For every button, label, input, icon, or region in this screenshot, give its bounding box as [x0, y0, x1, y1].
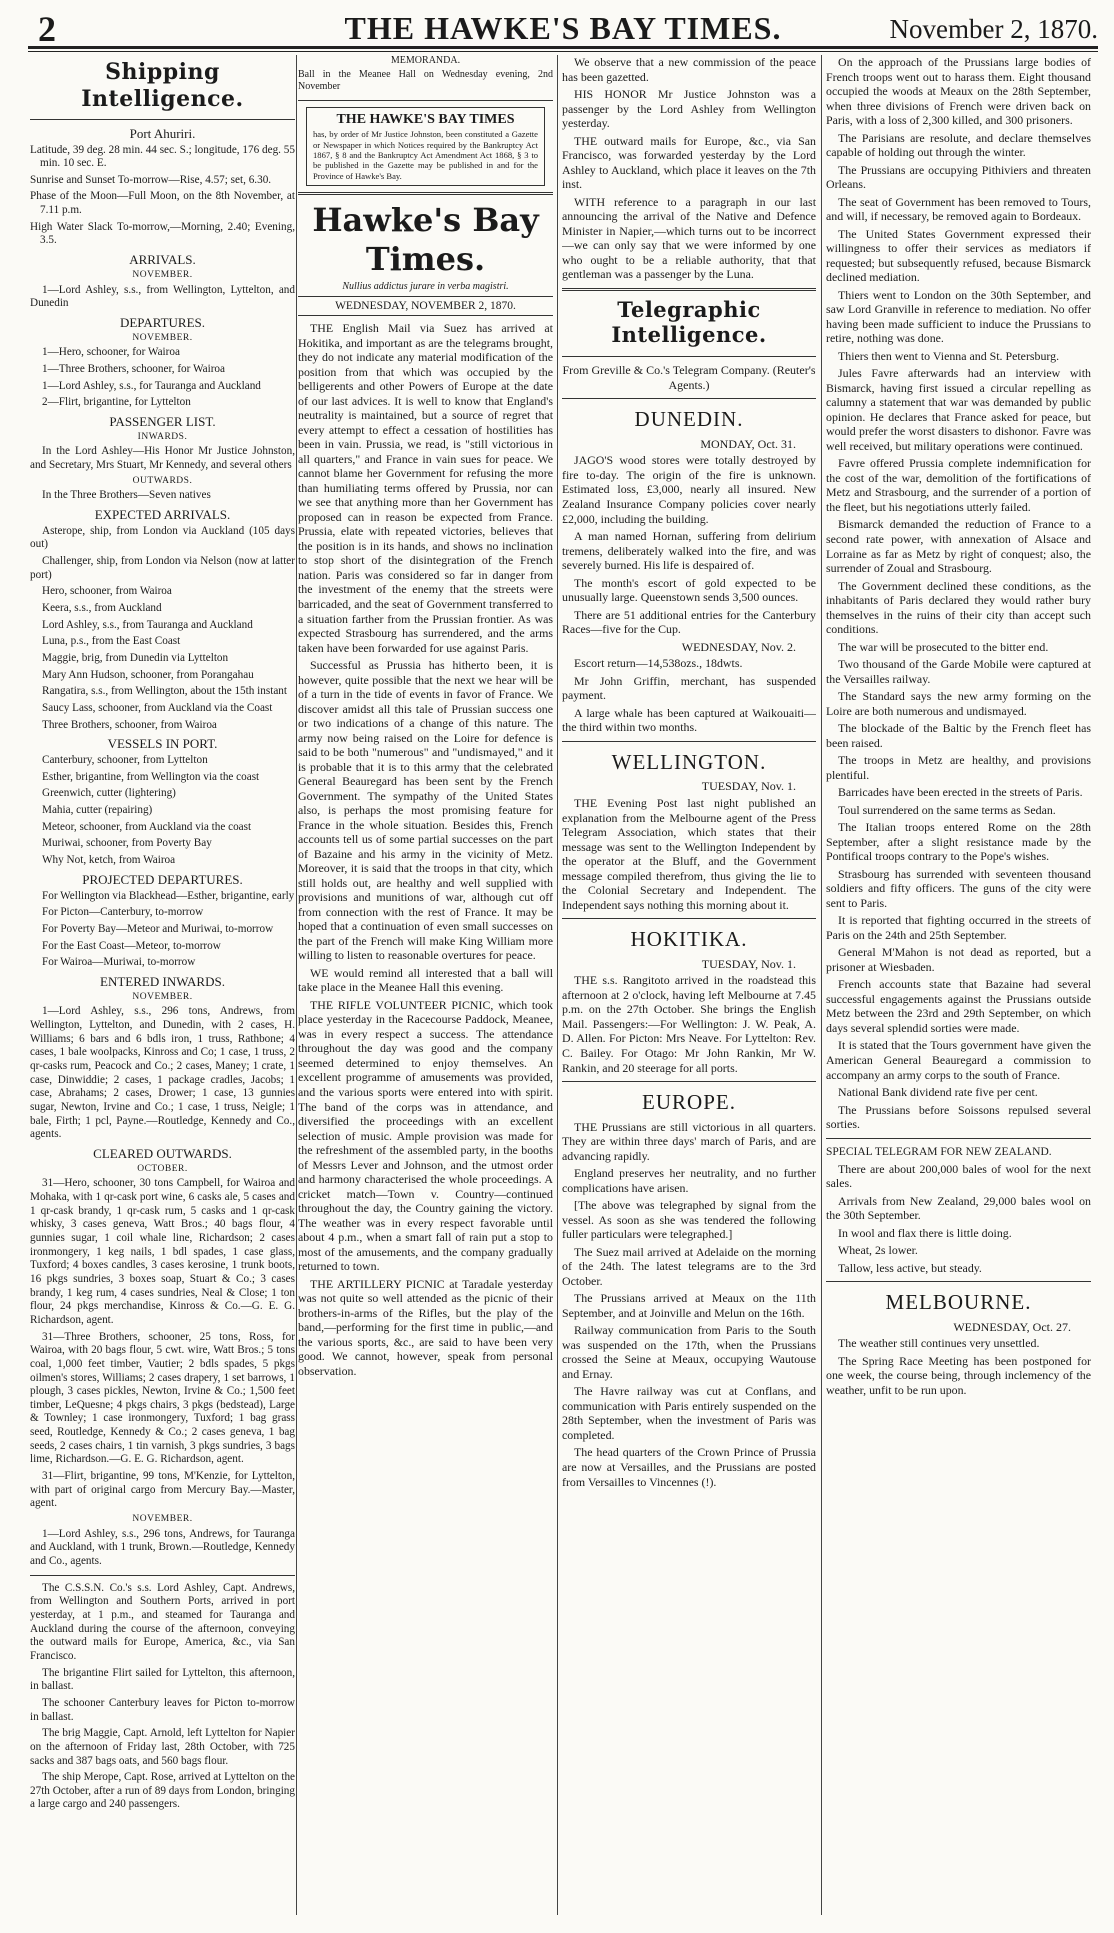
dateline: WEDNESDAY, NOVEMBER 2, 1870. — [298, 296, 553, 316]
news-item: A large whale has been captured at Waikouaiti—the third within two months. — [562, 705, 816, 735]
dateline: WEDNESDAY, Oct. 27. — [953, 1319, 1071, 1334]
news-item: [The above was telegraphed by signal from the vessel. As soon as she was tendered the following fuller particulars were telegraphed.] — [562, 1198, 816, 1242]
news-item: THE Evening Post last night published an explanation from the Melbourne agent of the Press Telegram Association, which states that their message was sent to the Wellington Independent by the operator at the Bluff, and the Government message compiled therefrom, thus giving the lie to the Colonial Secretary and Independent. The Independent says nothing this morning about it. — [562, 796, 816, 912]
vessels-heading: VESSELS IN PORT. — [107, 736, 218, 752]
list-item: For Wairoa—Muriwai, to-morrow — [42, 956, 196, 969]
list-item: Asterope, ship, from London via Auckland (105 days out) — [30, 524, 295, 551]
list-item: Mary Ann Hudson, schooner, from Porangahau — [42, 668, 254, 681]
news-item: The Prussians before Soissons repulsed several sorties. — [826, 1102, 1091, 1132]
news-item: Two thousand of the Garde Mobile were captured at the Versailles railway. — [826, 657, 1091, 686]
list-item: Muriwai, schooner, from Poverty Bay — [42, 837, 212, 850]
news-item: Strasbourg has surrended with seventeen thousand soldiers and fifty officers. The guns of the city were sent to Paris. — [826, 866, 1091, 910]
divider — [562, 918, 816, 919]
news-item: It is stated that the Tours government have given the American General Beauregard a commission to accompany an army corps to the south of France. — [826, 1038, 1091, 1082]
news-item: Thiers then went to Vienna and St. Petersburg. — [838, 348, 1060, 363]
news-item: The month's escort of gold expected to be unusually large. Queenstown sends 3,500 ounces. — [562, 575, 816, 605]
news-item: The Havre railway was cut at Conflans, and communication with Paris entirely suspended on the 28th September, when the investment of Paris was completed. — [562, 1384, 816, 1442]
arrivals-heading: ARRIVALS. — [129, 252, 196, 268]
news-item: The head quarters of the Crown Prince of Prussia are now at Versailles, and the Prussians are posted from Versailles to Vincennes (!). — [562, 1445, 816, 1489]
news-item: There are 51 additional entries for the Canterbury Races—five for the Cup. — [562, 607, 816, 637]
projected-heading: PROJECTED DEPARTURES. — [82, 871, 243, 887]
dateline: TUESDAY, Nov. 1. — [701, 956, 796, 971]
news-item: THE s.s. Rangitoto arrived in the roadstead this afternoon at 2 o'clock, having left Melbourne at 7.45 p.m. on the 27th October. She brings the English Mail. Passengers:—For Wellington: J. W. Peak, A. D. Allen. For Picton: Mrs Neave. For Lyttelton: Rev. C. Bailey. For Otago: Mr John Rankin, Mr W. Rankin, and 20 steerage for all ports. — [562, 973, 816, 1075]
gazette-notice — [306, 107, 545, 186]
news-item: Arrivals from New Zealand, 29,000 bales wool on the 30th September. — [826, 1193, 1091, 1223]
column-divider — [557, 55, 558, 1915]
cargo-entry: 1—Lord Ashley, s.s., 296 tons, Andrews, from Wellington, Lyttelton, and Dunedin, with 2 cases, H. Williams; 6 bars and 6 bdls iron, 1 truss, Rathbone; 4 cases, 1 bale woolpacks, Kinross and Co; 1 case, 1 truss, 2 qr-casks rum, Peacock and Co.; 2 cases, Maney; 1 crate, 1 case, Dinwiddie; 2 cases, 1 package cradles, Jacobs; 1 case, Abrahams; 2 cases, Drower; 1 case, 13 gunnies sugar, Newton, Irvine and Co.; 1 case, 1 truss, Neigle; 1 bale, Firth; 1 pcl, Payne.—Routledge, Kennedy and Co., agents. — [30, 1005, 295, 1141]
local-note: WE would remind all interested that a ball will take place in the Meanee Hall this evening. — [298, 965, 553, 995]
month-label: OCTOBER. — [137, 1163, 188, 1174]
list-item: 1—Three Brothers, schooner, for Wairoa — [42, 362, 225, 375]
nameplate: Hawke's Bay Times. — [312, 200, 539, 278]
divider — [562, 1081, 816, 1082]
list-item: Hero, schooner, from Wairoa — [42, 585, 172, 598]
list-item: Lord Ashley, s.s., from Tauranga and Auckland — [42, 618, 253, 631]
wellington-heading: WELLINGTON. — [611, 749, 767, 774]
news-item: The Suez mail arrived at Adelaide on the morning of the 24th. The latest telegrams are to the 3rd October. — [562, 1244, 816, 1288]
news-item: THE Prussians are still victorious in all quarters. They are within three days' march of Paris, and are advancing rapidly. — [562, 1119, 816, 1163]
europe-heading: EUROPE. — [642, 1090, 736, 1115]
news-item: Mr John Griffin, merchant, has suspended payment. — [562, 673, 816, 703]
expected-heading: EXPECTED ARRIVALS. — [94, 506, 231, 522]
news-item: It is reported that fighting occurred in the streets of Paris on the 24th and 25th September. — [826, 913, 1091, 942]
newspaper-title: THE HAWKE'S BAY TIMES. — [344, 10, 782, 46]
list-item: 2—Flirt, brigantine, for Lyttelton — [42, 396, 191, 409]
list-item: Greenwich, cutter (lightering) — [42, 787, 176, 800]
port-heading: Port Ahuriri. — [129, 125, 196, 141]
dateline: MONDAY, Oct. 31. — [700, 436, 796, 451]
page-number: 2 — [38, 9, 56, 49]
list-item: Three Brothers, schooner, from Wairoa — [42, 718, 217, 731]
news-item: National Bank dividend rate five per cent. — [838, 1085, 1038, 1100]
local-note: WITH reference to a paragraph in our last announcing the arrival of the Native and Defence Minister in Napier,—which turns out to be incorrect—we can only say that we were informed by one who ought to be a reliable authority, that that gentleman was a passenger by the Luna. — [562, 194, 816, 282]
divider — [298, 192, 553, 195]
list-item: Mahia, cutter (repairing) — [42, 804, 153, 817]
telegram-source: From Greville & Co.'s Telegram Company. (Reuter's Agents.) — [562, 362, 816, 392]
list-item: Canterbury, schooner, from Lyttelton — [42, 754, 208, 767]
news-item: The weather still continues very unsettled. — [838, 1336, 1040, 1351]
cargo-entry: 31—Hero, schooner, 30 tons Campbell, for Wairoa and Mohaka, with 1 qr-cask port wine, 6 casks ale, 5 cases and 1 qr-cask brandy, 1 qr-cask rum, 5 casks and 1 qr-cask whisky, 3 cases geneva, Watt Bros.; 40 bags flour, 4 gunnies sugar, 1 coil whale line, Richardson; 2 cases ironmongery, 1 keg nails, 1 bdl spades, 1 case glass, Tuxford; 4 boxes candles, 3 cases kerosine, 1 trunk boots, 16 pkgs sundries, 3 boxes soap, Stuart & Co.; 3 cases brandy, 1 keg rum, 4 cases sundries, Neal & Close; 1 ton flour, 24 pkgs merchandise, Kinross & Co.—G. E. G. Richardson, agent. — [30, 1177, 295, 1326]
notice-heading: THE HAWKE'S BAY TIMES — [336, 111, 515, 127]
local-note: THE RIFLE VOLUNTEER PICNIC, which took place yesterday in the Racecourse Paddock, Meanee, was in every respect a success. The attendance throughout the day was good and the company seemed determined to enjoy themselves. An excellent programme of amusements was provided, and the various sports were entered into with spirit. The band of the corps was in attendance, and diversified the proceedings with an excellent selection of music. Ample provision was made for the refreshment of the assembled party, in the booths of Messrs Lever and Johnson, and the utmost order and harmony characterised the whole proceedings. A cricket match—Town v. Country—continued throughout the day, the Country gaining the victory. The weather was in every respect favorable until about 4 p.m., when a smart fall of rain put a stop to most of the amusements, and the company gradually returned to town. — [298, 997, 553, 1274]
list-item: Maggie, brig, from Dunedin via Lyttelton — [42, 652, 229, 665]
news-item: Jules Favre afterwards had an interview with Bismarck, having first issued a circular repelling as calumny a statement that war was demanded by public opinion. He declares that France asked for peace, but would prefer the worst disasters to dishonor. Favre was well received, but military operations were continued. — [826, 366, 1091, 453]
outwards-label: OUTWARDS. — [132, 475, 193, 486]
inwards-label: INWARDS. — [137, 431, 188, 442]
local-note: THE ARTILLERY PICNIC at Taradale yesterday was not quite so well attended as the picnic of their brothers-in-arms of the Rifles, but the play of the band,—performing for the first time in public,—and the various sports, &c., are said to have been very good. We cannot, however, speak from personal observation. — [298, 1276, 553, 1378]
editorial-paragraph: THE English Mail via Suez has arrived at Hokitika, and important as are the telegrams brought, they do not indicate any material modification of the position from that which was occupied by the belligerents and other Powers of Europe at the date of our last advices. It is well to know that England's neutrality is maintained, but a source of regret that every attempt to effect a cessation of hostilities has been in vain. Prussia, we read, is "still victorious in all quarters," and France in vain sues for peace. We cannot blame her Government for refusing the more than humiliating terms offered by Prussia, nor can we see that anything more than her Government has proposed can in reason be expected from France. Prussia, elate with repeated victories, believes that the position is in its hands, and shows no inclination to stop short of the disintegration of the French nation. Paris was considered so far in danger from the investment of the enemy that the streets were barricaded, and the seat of Government transferred to a situation farther from the Prussian frontier. As was expected Strasbourg has surrendered, and the arms taken have been forwarded for use against Paris. — [298, 321, 553, 655]
list-item: Rangatira, s.s., from Wellington, about the 15th instant — [42, 685, 287, 698]
news-item: The United States Government expressed their willingness to offer their services as mediators if requested; but subsequently refused, because Bismarck declined mediation. — [826, 226, 1091, 285]
news-item: Escort return—14,538ozs., 18dwts. — [574, 656, 743, 671]
news-item: The Prussians arrived at Meaux on the 11th September, and at Joinville and Melun on the 16th. — [562, 1291, 816, 1320]
list-item: 1—Lord Ashley, s.s., from Wellington, Lyttelton, and Dunedin — [30, 283, 295, 310]
news-item: On the approach of the Prussians large bodies of French troops went out to harass them. Eight thousand occupied the woods at Meaux on the 28th September, when three divisions of French were driven back on Paris, with a loss of 2,300 killed, and 300 prisoners. — [826, 55, 1091, 128]
news-item: Favre offered Prussia complete indemnification for the cost of the war, demolition of the fortifications of Metz and Strasbourg, and the surrender of a portion of the fleet, but his negotiations utterly failed. — [826, 456, 1091, 514]
divider — [562, 288, 816, 291]
list-item: In the Lord Ashley—His Honor Mr Justice Johnston, and Secretary, Mrs Stuart, Mr Kennedy, and several others — [30, 445, 295, 472]
list-item: 1—Hero, schooner, for Wairoa — [42, 346, 180, 359]
news-item: Railway communication from Paris to the South was suspended on the 17th, when the Prussians crossed the Seine at Meaux, occupying Wautouse and Ernay. — [562, 1323, 816, 1381]
list-item: Esther, brigantine, from Wellington via the coast — [42, 770, 260, 783]
hokitika-heading: HOKITIKA. — [630, 927, 748, 952]
news-item: The Government declined these conditions, as the inhabitants of Paris declared they would rather bury themselves in the ruins of their city than accept such conditions. — [826, 578, 1091, 637]
memoranda-text: Ball in the Meanee Hall on Wednesday evening, 2nd November — [298, 69, 553, 93]
telegraphic-heading: Telegraphic Intelligence. — [611, 296, 767, 348]
list-item: For Wellington via Blackhead—Esther, brigantine, early — [42, 889, 295, 902]
news-item: Tallow, less active, but steady. — [838, 1260, 982, 1275]
latitude-text: Latitude, 39 deg. 28 min. 44 sec. S.; longitude, 176 deg. 55 min. 10 sec. E. — [30, 143, 295, 170]
news-item: In wool and flax there is little doing. — [838, 1225, 1012, 1240]
telegraphic-column — [562, 55, 816, 1925]
europe-news-column — [826, 55, 1091, 1925]
news-item: French accounts state that Bazaine had several successful engagements against the Prussians outside Metz between the 23rd and 29th September, on which days several splendid sorties were made. — [826, 977, 1091, 1035]
cargo-entry: 31—Three Brothers, schooner, 25 tons, Ross, for Wairoa, with 20 bags flour, 5 cwt. wire, Watt Bros.; 5 tons coal, 1,000 feet timber, Vautier; 2 bdls spades, 5 pkgs oilmen's stores, Williams; 2 cases drapery, 1 set barrows, 1 plough, 3 cases pickles, Newton, Irvine & Co.; 1,500 feet timber, LeQuesne; 4 pkgs chairs, 3 pkgs (bedstead), Large & Townley; 1 case ironmongery, Tuxford; 1 bag grass seed, Routledge, Kennedy & Co.; 2 cases geneva, 1 bag seeds, 2 cases chairs, 1 tin varnish, 3 pkgs sundries, 3 bags lime, Richardson.—G. E. G. Richardson, agent. — [30, 1330, 295, 1466]
notice-text: has, by order of Mr Justice Johnston, been constituted a Gazette or Newspaper in which Notices required by the Bankruptcy Act 1867, § 8 and the Bankruptcy Act Amendment Act 1868, § 3 to be published in the Gazette may be published in and for the Province of Hawke's Bay. — [313, 129, 538, 181]
news-item: Barricades have been erected in the streets of Paris. — [838, 785, 1083, 800]
news-item: Thiers went to London on the 30th September, and saw Lord Granville in reference to mediation. No offer having been made sufficient to induce the Prussians to retire, nothing was done. — [826, 287, 1091, 346]
shipping-column — [30, 55, 295, 1925]
list-item: Challenger, ship, from London via Nelson (now at latter port) — [30, 555, 295, 581]
list-item: In the Three Brothers—Seven natives — [42, 489, 211, 502]
shipping-note: The schooner Canterbury leaves for Picton to-morrow in ballast. — [30, 1696, 295, 1723]
divider — [30, 119, 295, 120]
shipping-note: The brigantine Flirt sailed for Lyttelton, this afternoon, in ballast. — [30, 1666, 295, 1693]
sunrise-text: Sunrise and Sunset To-morrow—Rise, 4.57; set, 6.30. — [30, 173, 272, 186]
news-item: JAGO'S wood stores were totally destroyed by fire to-day. The origin of the fire is unknown. Estimated loss, £3,000, nearly all insured. New Zealand Insurance Company policies cover nearly £2,000, including the building. — [562, 453, 816, 526]
departures-heading: DEPARTURES. — [119, 314, 206, 330]
moon-text: Phase of the Moon—Full Moon, on the 8th November, at 7.11 p.m. — [30, 190, 295, 217]
month-label: NOVEMBER. — [132, 1514, 193, 1525]
masthead-rule — [28, 46, 1098, 52]
dunedin-heading: DUNEDIN. — [634, 407, 744, 432]
list-item: For Poverty Bay—Meteor and Muriwai, to-morrow — [42, 922, 274, 935]
news-item: The Italian troops entered Rome on the 28th September, after a slight resistance made by the Pontifical troops contrary to the Pope's wishes. — [826, 820, 1091, 864]
news-item: The war will be prosecuted to the bitter end. — [838, 639, 1049, 654]
divider — [562, 356, 816, 357]
shipping-note: The C.S.S.N. Co.'s s.s. Lord Ashley, Capt. Andrews, from Wellington and Southern Ports, arrived in port yesterday, at 1 p.m., and steamed for Tauranga and Auckland during the course of the afternoon, conveying the outward mails for Europe, America, &c., via San Francisco. — [30, 1581, 295, 1662]
news-item: Bismarck demanded the reduction of France to a second rate power, with annexation of Alsace and Lorraine as far as Metz by right of conquest; also, the surrender of Zoual and Strasbourg. — [826, 517, 1091, 576]
masthead — [28, 6, 1098, 48]
news-item: The Spring Race Meeting has been postponed for one week, the course being, through inclemency of the weather, unfit to be run upon. — [826, 1353, 1091, 1397]
list-item: Meteor, schooner, from Auckland via the coast — [42, 820, 252, 833]
news-item: The Parisians are resolute, and declare themselves capable of holding out through the winter. — [826, 130, 1091, 160]
news-item: The Prussians are occupying Pithiviers and threaten Orleans. — [826, 162, 1091, 192]
list-item: For the East Coast—Meteor, to-morrow — [42, 939, 221, 952]
column-divider — [821, 55, 822, 1915]
memoranda-heading: MEMORANDA. — [390, 55, 461, 66]
news-item: The seat of Government has been removed to Tours, and will, if necessary, be removed again to Bordeaux. — [826, 194, 1091, 224]
special-telegram-heading: SPECIAL TELEGRAM FOR NEW ZEALAND. — [826, 1145, 1052, 1158]
shipping-note: The brig Maggie, Capt. Arnold, left Lyttelton for Napier on the afternoon of Friday last, 28th October, with 725 sacks and 387 bags oats, and 560 bags flour. — [30, 1727, 295, 1767]
list-item: 1—Lord Ashley, s.s., for Tauranga and Auckland — [42, 379, 261, 392]
divider — [826, 1138, 1091, 1139]
news-item: General M'Mahon is not dead as reported, but a prisoner at Wiesbaden. — [826, 945, 1091, 974]
divider — [562, 398, 816, 399]
news-item: England preserves her neutrality, and no further complications have arisen. — [562, 1166, 816, 1195]
local-note: We observe that a new commission of the peace has been gazetted. — [562, 55, 816, 84]
motto: Nullius addictus jurare in verba magistri. — [342, 280, 509, 292]
editorial-paragraph: Successful as Prussia has hitherto been, it is however, quite possible that the next we hear will be of a turn in the tide of events in favor of France. We discover amidst all this tale of Prussian success one or two indications of a change of this nature. The army now being raised on the Loire for defence is said to be both "numerous" and "undismayed," and it is probable that it is to this army that the celebrated General Beauregard has been sent by the French Government. The sympathy of the United States also, is perhaps the most promising feature for France in the whole situation. Besides this, French accounts tell us of some partial successes on the part of Bazaine and his army in the vicinity of Metz. Moreover, it is said that the troops in that city, which still holds out, are healthy and well supplied with provisions and munitions of war, although cut off from connection with the rest of France. It may be hoped that a continuation of even small successes on the part of the French will make King William more willing to listen to reasonable overtures for peace. — [298, 658, 553, 963]
month-label: NOVEMBER. — [132, 991, 193, 1002]
list-item: Keera, s.s., from Auckland — [42, 602, 162, 615]
cleared-heading: CLEARED OUTWARDS. — [93, 1145, 232, 1161]
tide-text: High Water Slack To-morrow,—Morning, 2.40; Evening, 3.5. — [30, 220, 295, 247]
local-note: THE outward mails for Europe, &c., via San Francisco, was forwarded yesterday by the Lord Ashley to Auckland, which place it leaves on the 7th inst. — [562, 133, 816, 192]
divider — [826, 1281, 1091, 1282]
news-item: Wheat, 2s lower. — [838, 1243, 918, 1258]
list-item: For Picton—Canterbury, to-morrow — [42, 906, 204, 919]
divider — [30, 1575, 295, 1576]
month-label: NOVEMBER. — [132, 269, 193, 280]
entered-heading: ENTERED INWARDS. — [100, 973, 225, 989]
news-item: A man named Hornan, suffering from delirium tremens, deliberately walked into the fire, and was severely burned. His life is despaired of. — [562, 529, 816, 573]
cargo-entry: 31—Flirt, brigantine, 99 tons, M'Kenzie, for Lyttelton, with part of original cargo from Mercury Bay.—Master, agent. — [30, 1470, 295, 1510]
news-item: The Standard says the new army forming on the Loire are both numerous and undismayed. — [826, 689, 1091, 718]
issue-date: November 2, 1870. — [889, 14, 1098, 44]
news-item: There are about 200,000 bales of wool for the next sales. — [826, 1161, 1091, 1191]
shipping-heading: Shipping Intelligence. — [81, 59, 244, 112]
dateline: TUESDAY, Nov. 1. — [701, 779, 796, 794]
shipping-note: The ship Merope, Capt. Rose, arrived at Lyttelton on the 27th October, after a run of 89 days from London, bringing a large cargo and 240 passengers. — [30, 1771, 295, 1811]
list-item: Saucy Lass, schooner, from Auckland via the Coast — [42, 701, 273, 714]
list-item: Why Not, ketch, from Wairoa — [42, 854, 176, 867]
divider — [562, 741, 816, 742]
list-item: Luna, p.s., from the East Coast — [42, 635, 181, 648]
passenger-heading: PASSENGER LIST. — [109, 413, 216, 429]
month-label: NOVEMBER. — [132, 332, 193, 343]
divider — [298, 100, 553, 101]
news-item: The troops in Metz are healthy, and provisions plentiful. — [826, 753, 1091, 782]
local-note: HIS HONOR Mr Justice Johnston was a passenger by the Lord Ashley from Wellington yesterday. — [562, 87, 816, 131]
news-item: Toul surrendered on the same terms as Sedan. — [838, 802, 1056, 817]
editorial-column — [298, 55, 553, 1925]
cargo-entry: 1—Lord Ashley, s.s., 296 tons, Andrews, for Tauranga and Auckland, with 1 trunk, Brown.—Routledge, Kennedy and Co., agents. — [30, 1527, 295, 1567]
dateline: WEDNESDAY, Nov. 2. — [681, 639, 796, 654]
melbourne-heading: MELBOURNE. — [885, 1290, 1032, 1315]
news-item: The blockade of the Baltic by the French fleet has been raised. — [826, 721, 1091, 750]
column-divider — [296, 55, 297, 1915]
